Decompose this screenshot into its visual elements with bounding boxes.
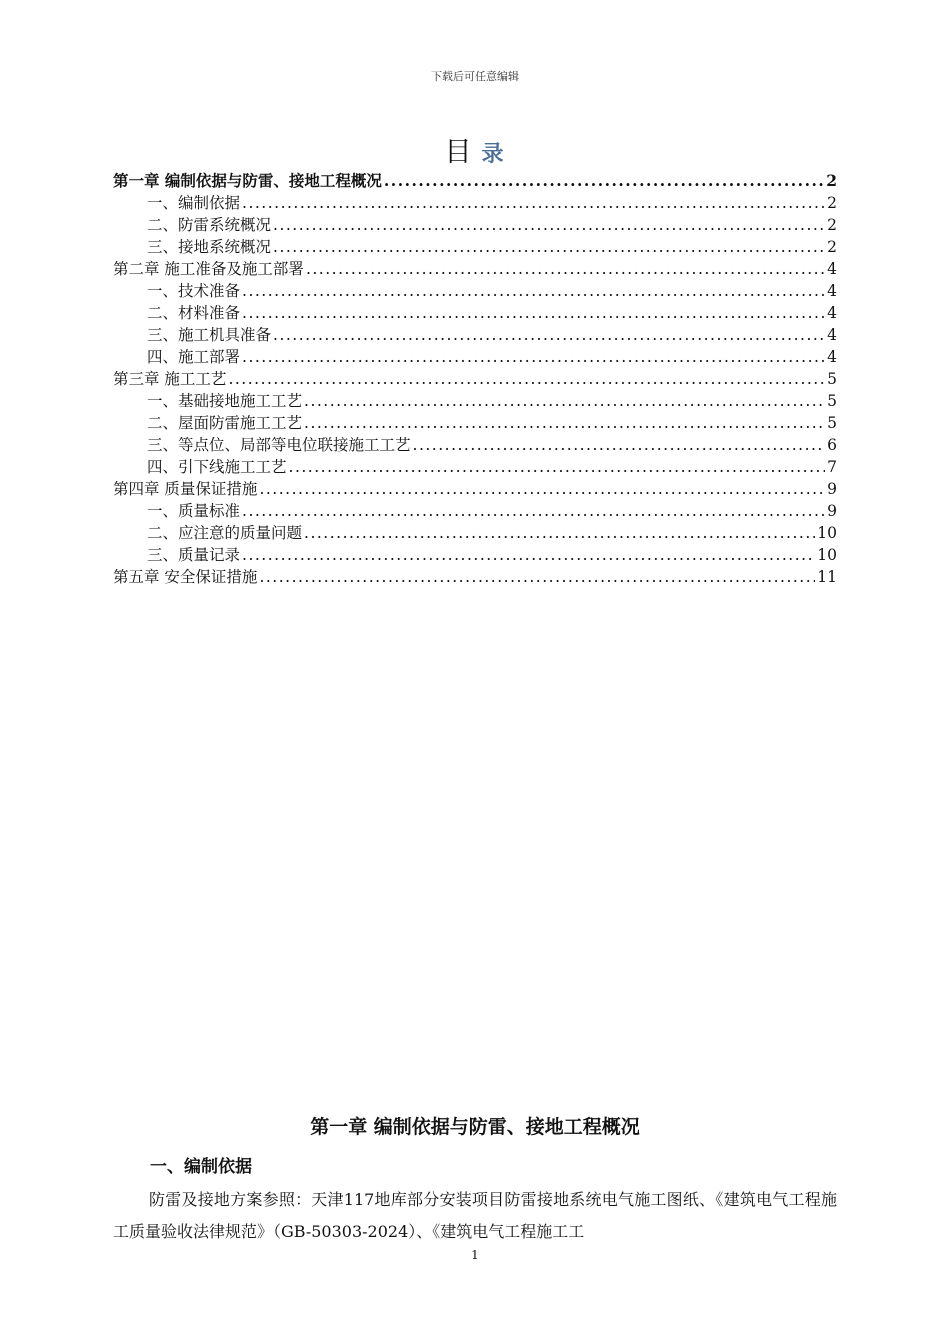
toc-leader-dots [413,434,826,456]
toc-entry-page: 9 [827,502,837,520]
toc-entry-page: 5 [827,370,837,388]
toc-entry-label: 三、等点位、局部等电位联接施工工艺 [147,436,411,454]
toc-entry-page: 2 [827,194,837,212]
toc-entry-label: 二、应注意的质量问题 [147,524,303,542]
toc-entry-page: 4 [827,348,837,366]
toc-leader-dots [242,280,825,302]
toc-entry-page: 2 [827,238,837,256]
toc-entry[interactable] [113,434,837,456]
toc-entry-label: 第二章 施工准备及施工部署 [113,260,304,278]
toc-title-part1: 目 [444,137,474,168]
toc-entry[interactable] [113,214,837,236]
toc-entry[interactable] [113,346,837,368]
toc-title-part2: 录 [481,141,506,167]
toc-entry-label: 第四章 质量保证措施 [113,480,258,498]
toc-entry-page: 4 [827,260,837,278]
toc-entry-page: 5 [827,392,837,410]
toc-entry-label: 一、基础接地施工工艺 [147,392,303,410]
toc-leader-dots [228,368,825,390]
chapter-heading: 第一章 编制依据与防雷、接地工程概况 [310,1116,640,1138]
toc-leader-dots [242,544,815,566]
toc-entry[interactable] [113,412,837,434]
toc-entry[interactable] [113,522,837,544]
toc-entry-page: 10 [817,546,837,564]
page-number: 1 [471,1248,479,1262]
toc-entry-page: 2 [826,171,837,190]
toc-entry-label: 二、防雷系统概况 [147,216,272,234]
toc-entry-page: 9 [827,480,837,498]
toc-entry-label: 三、施工机具准备 [147,326,272,344]
body-paragraph: 防雷及接地方案参照：天津117地库部分安装项目防雷接地系统电气施工图纸、《建筑电气工程施工质量验收法律规范》（GB-50303-2024）、《建筑电气工程施工工 [113,1190,837,1241]
toc-entry[interactable] [113,280,837,302]
toc-entry[interactable] [113,544,837,566]
toc-entry-page: 4 [827,304,837,322]
toc-entry[interactable] [113,390,837,412]
toc-leader-dots [304,412,825,434]
toc-entry-label: 二、屋面防雷施工工艺 [147,414,303,432]
header-note: 下载后可任意编辑 [431,70,519,83]
toc-entry[interactable] [113,324,837,346]
toc-entry-label: 一、质量标准 [147,502,241,520]
toc-entry[interactable] [113,500,837,522]
toc-leader-dots [242,500,825,522]
toc-entry-label: 第五章 安全保证措施 [113,568,258,586]
toc-leader-dots [304,390,825,412]
toc-entry-label: 第三章 施工工艺 [113,370,227,388]
toc-entry[interactable] [113,192,837,214]
toc-leader-dots [242,192,825,214]
toc-entry-label: 一、技术准备 [147,282,241,300]
toc-entry-label: 四、引下线施工工艺 [147,458,287,476]
toc-entry-page: 4 [827,282,837,300]
toc-leader-dots [273,324,825,346]
toc-leader-dots [384,170,824,192]
toc-entry-chapter-3[interactable] [113,368,837,390]
toc-entry[interactable] [113,302,837,324]
toc-leader-dots [306,258,825,280]
toc-entry-label: 三、质量记录 [147,546,241,564]
toc-leader-dots [273,236,825,258]
toc-leader-dots [259,478,825,500]
toc-leader-dots [259,566,815,588]
toc-entry-page: 6 [827,436,837,454]
toc-entry-label: 一、编制依据 [147,194,241,212]
section-heading: 一、编制依据 [150,1157,252,1177]
toc-entry[interactable] [113,236,837,258]
toc-entry-label: 二、材料准备 [147,304,241,322]
toc-entry-chapter-5[interactable] [113,566,837,588]
toc-entry-label: 四、施工部署 [147,348,241,366]
toc-leader-dots [242,302,825,324]
table-of-contents [113,170,837,588]
toc-entry-chapter-1[interactable] [113,170,837,192]
toc-entry-chapter-2[interactable] [113,258,837,280]
toc-entry-page: 4 [827,326,837,344]
toc-leader-dots [304,522,815,544]
toc-title [0,130,950,169]
toc-leader-dots [273,214,825,236]
toc-leader-dots [289,456,826,478]
toc-entry-page: 5 [827,414,837,432]
toc-entry[interactable] [113,456,837,478]
toc-entry-chapter-4[interactable] [113,478,837,500]
toc-entry-label: 三、接地系统概况 [147,238,272,256]
toc-entry-page: 2 [827,216,837,234]
toc-entry-page: 10 [817,524,837,542]
toc-entry-label: 第一章 编制依据与防雷、接地工程概况 [113,171,382,190]
toc-leader-dots [242,346,825,368]
toc-entry-page: 11 [817,568,837,586]
toc-entry-page: 7 [827,458,837,476]
